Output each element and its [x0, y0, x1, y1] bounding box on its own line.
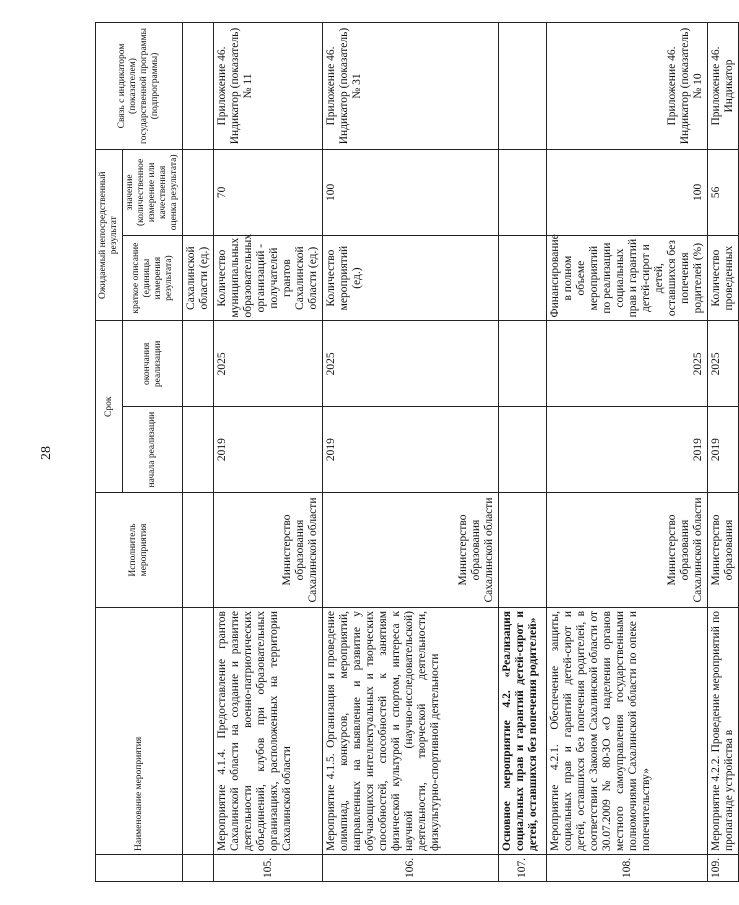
- result-value: 100: [547, 150, 708, 236]
- header-expected: Ожидаемый непосредственный результат: [96, 150, 123, 322]
- header-start: начала реализации: [123, 407, 183, 493]
- document-sheet: [95, 22, 735, 882]
- row-number: 105.: [214, 855, 323, 882]
- end-year: 2025: [323, 321, 499, 407]
- page-number: 28: [39, 446, 54, 460]
- measure-name: Мероприятие 4.1.5. Организация и проведение олимпиад, конкурсов, мероприятий, направленных на выявление и развитие у обучающихся интеллектуальных и творческих способностей, способностей к занятиям физической культурой и спортом, интереса к научной (научно-исследовательской) деятельности, творческой деятельности, физкультурно-спортивной деятельности: [323, 608, 499, 855]
- measure-name: Мероприятие 4.2.1. Обеспечение защиты, социальных прав и гарантий детей-сирот и детей, оставшихся без попечения родителей, в соответствии с Законом Сахалинской области от 30.07.2009 № 80-ЗО «О наделении органов местного самоуправления государственными полномочиями Сахалинской области по опеке и попечительству»: [547, 608, 708, 855]
- table-row: [547, 23, 708, 882]
- header-value: значение (количественное измерение или качественная оценка результата): [123, 150, 183, 236]
- row-number: 108.: [547, 855, 708, 882]
- row-number: 107.: [499, 855, 547, 882]
- indicator-link: Приложение 46. Индикатор (показатель) № 31: [323, 23, 499, 150]
- table-row: [499, 23, 547, 882]
- start-year: 2019: [708, 407, 739, 493]
- table-row: [214, 23, 323, 882]
- start-year: 2019: [214, 407, 323, 493]
- continuation-desc: Сахалинской области (ед.): [183, 235, 214, 321]
- end-year: 2025: [547, 321, 708, 407]
- header-executor: Исполнитель мероприятия: [96, 493, 183, 608]
- header-term: Срок: [96, 321, 123, 493]
- result-description: Количество мероприятий (ед.): [323, 235, 499, 321]
- header-num: [96, 855, 183, 882]
- result-description: Количество муниципальных образовательных организаций - получателей грантов Сахалинской области (ед.): [214, 235, 323, 321]
- row-number: 109.: [708, 855, 739, 882]
- indicator-link: Приложение 46. Индикатор: [708, 23, 739, 150]
- header-name: Наименование мероприятия: [96, 608, 183, 855]
- result-description: Количество проведенных: [708, 235, 739, 321]
- executor: Министерство образования Сахалинской области: [214, 493, 323, 608]
- result-value: 56: [708, 150, 739, 236]
- result-value: 70: [214, 150, 323, 236]
- table-row: [708, 23, 739, 882]
- header-row-1: [96, 23, 123, 882]
- measures-table: [95, 22, 739, 882]
- measure-name: Основное мероприятие 4.2. «Реализация социальных прав и гарантий детей-сирот и детей, оставшихся без попечения родителей»: [499, 608, 547, 855]
- indicator-link: Приложение 46. Индикатор (показатель) № 10: [547, 23, 708, 150]
- table-row: [323, 23, 499, 882]
- header-end: окончания реализации: [123, 321, 183, 407]
- executor: Министерство образования Сахалинской области: [547, 493, 708, 608]
- header-desc: краткое описание (единицы измерения результата): [123, 235, 183, 321]
- executor: Министерство образования Сахалинской области: [323, 493, 499, 608]
- end-year: 2025: [214, 321, 323, 407]
- row-number: 106.: [323, 855, 499, 882]
- start-year: 2019: [323, 407, 499, 493]
- measure-name: Мероприятие 4.2.2. Проведение мероприятий по пропаганде устройства в: [708, 608, 739, 855]
- measure-name: Мероприятие 4.1.4. Предоставление грантов Сахалинской области на создание и развитие деятельности военно-патриотических объединений, клубов при образовательных организациях, расположенных на территории Сахалинской области: [214, 608, 323, 855]
- result-description: Финансирование в полном объеме мероприятий по реализации социальных прав и гарантий детей-сирот и детей, оставшихся без попечения родителей (%): [547, 235, 708, 321]
- indicator-link: Приложение 46. Индикатор (показатель) № 11: [214, 23, 323, 150]
- header-link: Связь с индикатором (показателем) государственной программы (подпрограммы): [96, 23, 183, 150]
- end-year: 2025: [708, 321, 739, 407]
- table-row-continuation: [183, 23, 214, 882]
- executor: Министерство образования: [708, 493, 739, 608]
- result-value: 100: [323, 150, 499, 236]
- start-year: 2019: [547, 407, 708, 493]
